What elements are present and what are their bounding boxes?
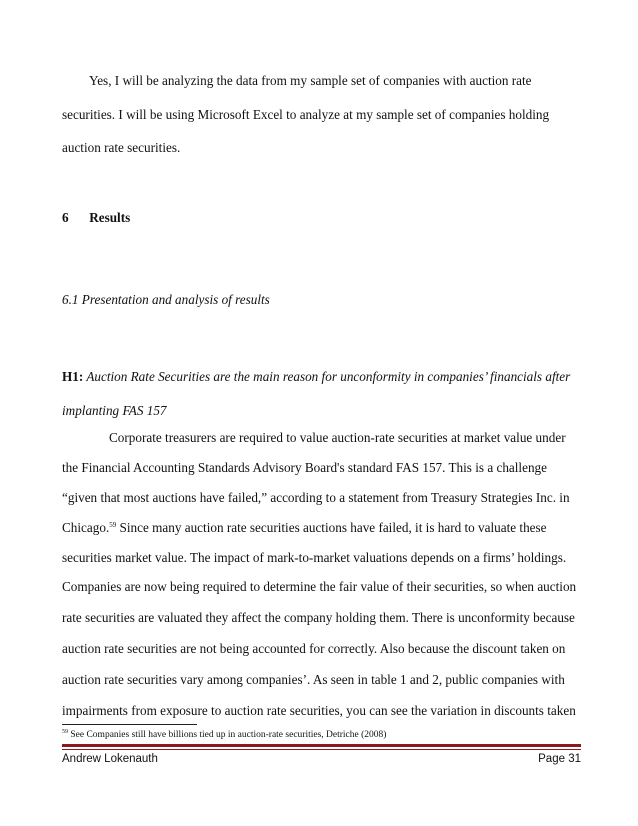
para1-line-2: securities. I will be using Microsoft Excel to analyze at my sample set of companies holding: [62, 107, 550, 122]
footnote-number: 59: [62, 729, 68, 735]
para2-line-7: rate securities are valuated they affect the company holding them. There is unconformity because: [62, 610, 575, 625]
para1-line-3: auction rate securities.: [62, 140, 181, 155]
para2-line-8: auction rate securities are not being accounted for correctly. Also because the discount taken on: [62, 641, 566, 656]
hypothesis-line-2: implanting FAS 157: [62, 403, 167, 418]
footer-rule-thick: [62, 744, 581, 747]
footnote-text: See Companies still have billions tied up in auction-rate securities, Detriche (2008): [68, 730, 387, 740]
para2-line-4-start: Chicago.: [62, 520, 110, 535]
footer-author: Andrew Lokenauth: [62, 753, 158, 765]
para2-line-3: “given that most auctions have failed,” according to a statement from Treasury Strategies Inc. in: [62, 490, 570, 505]
para1-line-1: Yes, I will be analyzing the data from my sample set of companies with auction rate: [89, 73, 532, 88]
footnote-reference: 59: [109, 521, 117, 529]
para2-line-4: [62, 520, 582, 536]
section-heading: [62, 210, 582, 226]
para2-line-5: securities market value. The impact of mark-to-market valuations depends on a firms’ holdings.: [62, 550, 567, 565]
footer-page-number: Page 31: [538, 753, 581, 765]
hypothesis-label: H1:: [62, 369, 84, 384]
para2-line-2: the Financial Accounting Standards Advisory Board's standard FAS 157. This is a challenge: [62, 460, 547, 475]
section-number: 6: [62, 210, 69, 225]
hypothesis-line-1: [62, 369, 582, 385]
para2-line-6: Companies are now being required to determine the fair value of their securities, so when auction: [62, 579, 577, 594]
footnote-separator: [62, 724, 197, 725]
footnote: [62, 730, 386, 740]
para2-line-9: auction rate securities vary among companies’. As seen in table 1 and 2, public companies with: [62, 672, 565, 687]
hypothesis-text-1: Auction Rate Securities are the main reason for unconformity in companies’ financials after: [86, 369, 571, 384]
section-title: Results: [89, 210, 131, 225]
para2-line-1: Corporate treasurers are required to value auction-rate securities at market value under: [109, 430, 566, 445]
para2-line-4-end: Since many auction rate securities auctions have failed, it is hard to valuate these: [116, 520, 547, 535]
footer-rule-thin: [62, 749, 581, 750]
para2-line-10: impairments from exposure to auction rate securities, you can see the variation in discounts taken: [62, 703, 576, 718]
subsection-heading: 6.1 Presentation and analysis of results: [62, 292, 270, 307]
